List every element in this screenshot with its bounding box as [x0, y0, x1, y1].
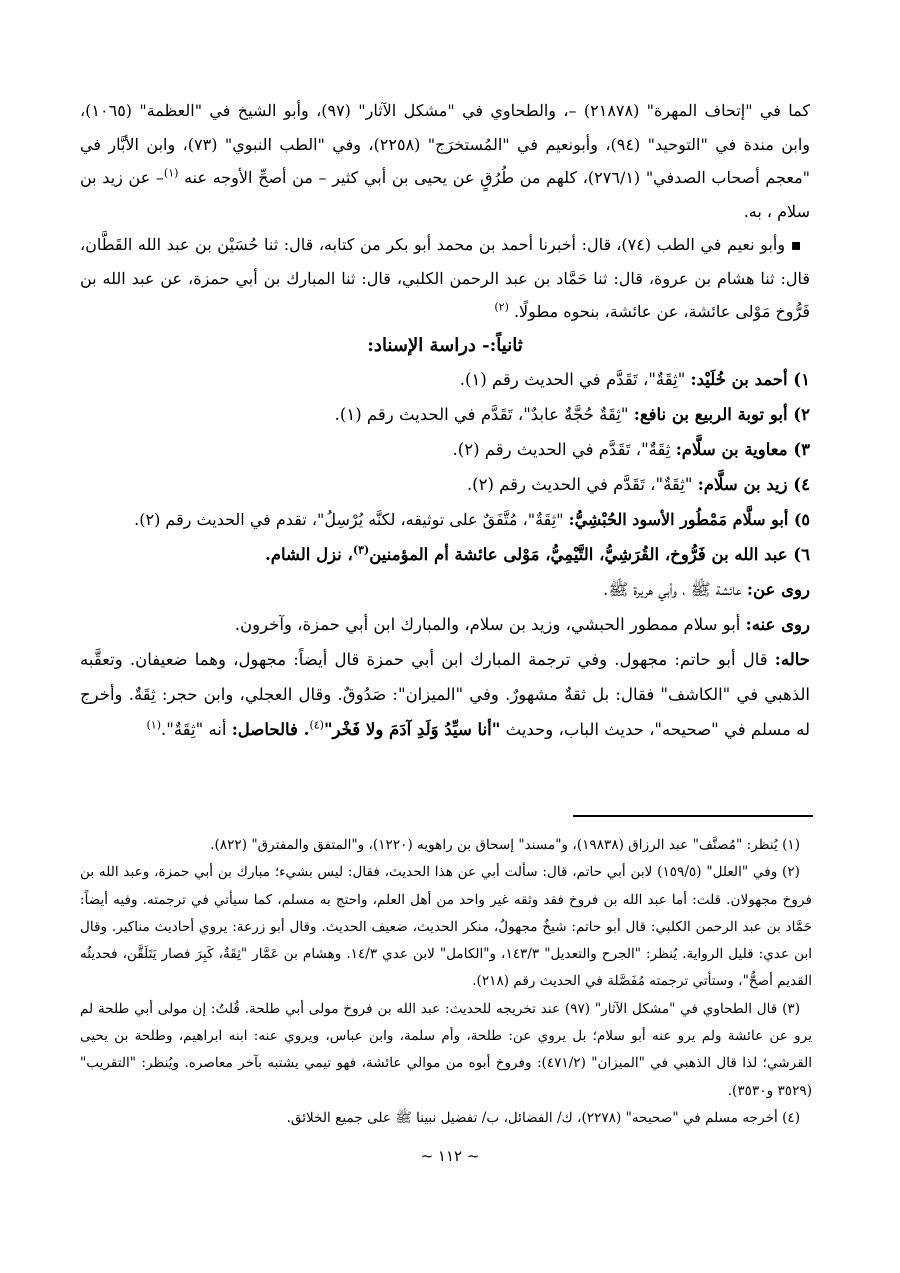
- hasil-label: . فالحاصل:: [231, 719, 310, 739]
- rawa-anhu-text: أبو سلام ممطور الحبشي، وزيد بن سلام، والمبارك ابن أبي حمزة، وآخرون.: [234, 614, 746, 634]
- hal-label: حاله:: [774, 649, 810, 669]
- hal-paragraph: [80, 642, 810, 747]
- narrator-name: ٥) أبو سلَّام مَمْطُور الأسود الحُبْشِيُّ:: [568, 509, 810, 529]
- footnote-ref[interactable]: (٤): [309, 718, 324, 731]
- intro-text: كما في "إتحاف المهرة" (٢١٨٧٨) –، والطحاوي في "مشكل الآثار" (٩٧)، وأبو الشيخ في "العظمة" (١٠٦٥)، وابن مندة في "التوحيد" (٩٤)، وأبونعيم في "المُستخرَج" (٢٢٥٨)، وفي "الطب النبوي" (٧٣)، وابن الأبَّار في "معجم أصحاب الصدفي" (٢٧٦/١)، كلهم من طُرُقٍ عن يحيى بن أبي كثير – من أصحِّ الأوجه عنه: [80, 101, 811, 187]
- rawa-text: عائشة ﷺ ، وأبي هريرة ﷺ.: [603, 579, 747, 599]
- narrator-name: ١) أحمد بن خُلَيْد:: [690, 369, 810, 389]
- intro-paragraph-2: [80, 228, 810, 329]
- narrator-grade: "ثِقَةٌ"، مُتَّفَقٌ على توثيقه، لكنَّه يُرْسِلُ"، تقدم في الحديث رقم (٢).: [134, 509, 569, 529]
- hal-text: قال أبو حاتم: مجهول. وفي ترجمة المبارك ابن أبي حمزة قال أيضاً: مجهول، وهما ضعيفان. وتعقَّبه الذهبي في "الكاشف" فقال: بل ثقةٌ مشهورٌ. وفي "الميزان": صَدُوقٌ. وقال العجلي، وابن حجر: ثِقَةٌ. وأخرج له مسلم في "صحيحه"، حديث الباب، وحديث: [80, 649, 810, 739]
- intro-tail: – عن زيد بن سلام ، به.: [80, 168, 810, 221]
- rawa-anhu-label: روى عنه:: [745, 614, 810, 634]
- narrator-line: [80, 502, 810, 537]
- subject-heading: [80, 537, 810, 572]
- footnote-4: (٤) أخرجه مسلم في "صحيحه" (٢٢٧٨)، ك/ الفضائل، ب/ تفضيل نبينا ﷺ على جميع الخلائق.: [286, 1109, 800, 1126]
- narrator-name: ٢) أبو توبة الربيع بن نافع:: [633, 404, 810, 424]
- main-text: [80, 94, 810, 747]
- page-number: ~ ١١٢ ~: [420, 1147, 480, 1165]
- narrator-grade: ثِقَةٌ"، تَقَدَّم في الحديث رقم (٢).: [452, 439, 676, 459]
- narrator-line: [80, 397, 810, 432]
- section-title: ثانياً:- دراسة الإسناد:: [367, 334, 523, 356]
- subject-tail: ، نزل الشام.: [265, 544, 353, 564]
- narrator-grade: "ثِقَةٌ"، تَقَدَّم في الحديث رقم (١).: [459, 369, 691, 389]
- rawa-label: روى عن:: [746, 579, 810, 599]
- footnotes: [80, 832, 812, 1132]
- footnote-ref[interactable]: (١): [163, 166, 179, 180]
- footnote-ref[interactable]: (١): [146, 718, 161, 731]
- footnote-3: (٣) قال الطحاوي في "مشكل الآثار" (٩٧) عند تخريجه للحديث: عبد الله بن فروخ مولى أبي طلحة. قُلتُ: إن مولى أبي طلحة لم يرو عن عائشة ولم يرو عنه أبو سلام؛ بل يروي عن: طلحة، وأم سلمة، وابن عباس، ويروي عنه: ابنه ابراهيم، وطلحة بن يحيى القرشي؛ لذا قال الذهبي في "الميزان" (٤٧١/٢): وفروخ أبوه من موالي عائشة، فهو تيمي يشتبه بآخر معاصره. ويُنظر: "التقريب" (٣٥٢٩ و٣٥٣٠).: [80, 1000, 812, 1099]
- intro-paragraph-1: [80, 94, 810, 228]
- narrator-name: ٣) معاوية بن سلَّام:: [675, 439, 810, 459]
- footnote-separator: [573, 815, 813, 817]
- narrator-line: [80, 467, 810, 502]
- narrator-line: [80, 432, 810, 467]
- subject-name: ٦) عبد الله بن فَرُّوخ، القُرَشِيُّ، التَّيْمِيُّ، مَوْلى عائشة أم المؤمنين: [369, 544, 810, 564]
- narrator-grade: "ثِقَةٌ حُجَّةٌ عابدٌ"، تَقَدَّم في الحديث رقم (١).: [334, 404, 634, 424]
- narrator-grade: "ثِقَةٌ"، تَقَدَّم في الحديث رقم (٢).: [466, 474, 698, 494]
- footnote-2: (٢) وفي "العلل" (١٥٩/٥) لابن أبي حاتم، قال: سألت أبي عن هذا الحديث، فقال: ليس بشيء؛ مبارك بن أبي حمزة، وعبد الله بن فروخ مجهولان. قلت: أما عبد الله بن فروخ فقد وثقه غير واحد من أهل العلم، واحتج به مسلم، كما سيأتي في ترجمته. وفيه أيضاً: حَمَّاد بن عبد الرحمن الكلبي: قال أبو حاتم: شيخٌ مجهولٌ، منكر الحديث، ضعيف الحديث. وقال أبو زرعة: يروي أحاديث مناكير. وقال ابن عدي: قليل الرواية. يُنظر: "الجرح والتعديل" ١٤٣/٣، و"الكامل" لابن عدي ١٤/٣. وهشام بن عَمَّار "ثِقَةٌ، كَبِرَ فصار يَتَلَقَّن، فحديثُه القديم أصحُّ"، وستأتي ترجمته مُفَصَّلة في الحديث رقم (٢١٨).: [80, 864, 813, 990]
- rawa-line: [80, 572, 810, 607]
- footnote-ref[interactable]: (٢): [494, 300, 509, 314]
- hasil-text: أنه "ثِقَةٌ".: [160, 719, 232, 739]
- hadith-text: "أنا سيِّدُ وَلَدِ آدَمَ ولا فَخْر": [323, 719, 501, 739]
- footnote-ref[interactable]: (٣): [352, 543, 370, 556]
- narrator-line: [80, 362, 810, 397]
- intro-text-2: ▪ وأبو نعيم في الطب (٧٤)، قال: أخبرنا أحمد بن محمد أبو بكر من كتابه، قال: ثنا حُسَيْن بن عبد الله القَطَّان، قال: ثنا هشام بن عروة، قال: ثنا حَمَّاد بن عبد الرحمن الكلبي، قال: ثنا المبارك بن أبي حمزة، عن عبد الله بن فَرُّوخ مَوْلى عائشة، عن عائشة، بنحوه مطولًا.: [80, 235, 810, 321]
- rawa-anhu-line: [80, 607, 810, 642]
- footnote-1: (١) يُنظر: "مُصنَّف" عبد الرزاق (١٩٨٣٨)، و"مسند" إسحاق بن راهويه (١٢٢٠)، و"المتفق والمفترق" (٨٢٢).: [210, 837, 800, 853]
- narrator-name: ٤) زيد بن سلَّام:: [697, 474, 810, 494]
